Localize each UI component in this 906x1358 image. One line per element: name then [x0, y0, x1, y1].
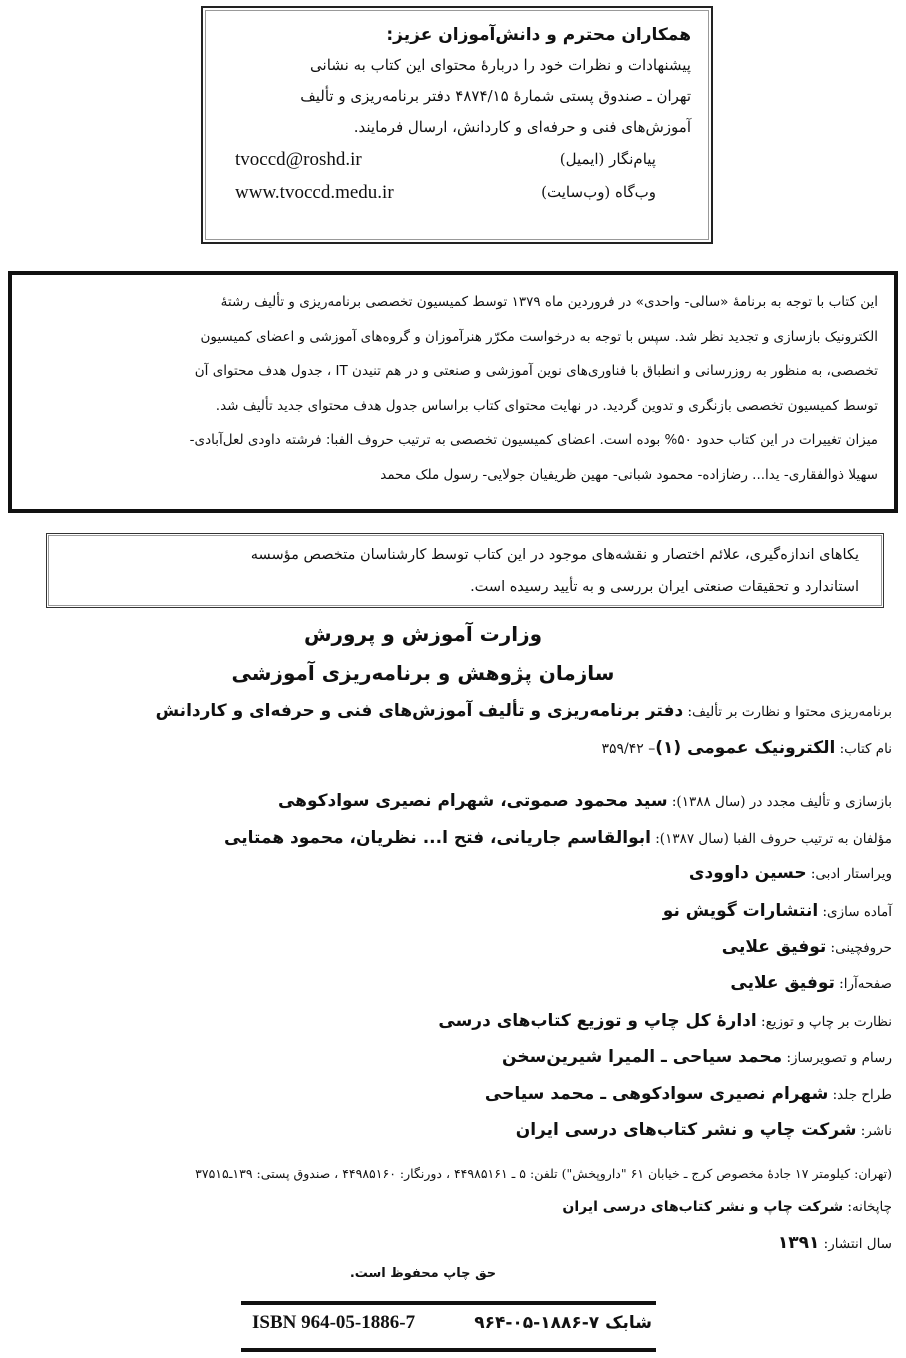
book-code: – ۳۵۹/۴۲	[601, 741, 656, 757]
credit-line	[730, 971, 892, 996]
credit-line	[278, 789, 892, 814]
feedback-box	[201, 6, 713, 244]
credit-line	[689, 861, 892, 886]
credit-line	[663, 899, 892, 924]
publication-year-value: ۱۳۹۱	[777, 1233, 820, 1253]
credit-label: مؤلفان به ترتیب حروف الفبا (سال ۱۳۸۷):	[650, 831, 892, 847]
credit-label: نام کتاب:	[835, 741, 892, 757]
publisher-address: (تهران: کیلومتر ۱۷ جادهٔ مخصوص کرج ـ خیابان ۶۱ "داروپخش") تلفن: ۵ ـ ۴۴۹۸۵۱۶۱ ، دورنگار: ۴۴۹۸۵۱۶۰ ، صندوق پستی: ۱۳۹ـ۳۷۵۱۵	[195, 1166, 892, 1181]
credit-value: شهرام نصیری سوادکوهی ـ محمد سیاحی	[484, 1084, 829, 1104]
credit-label: ناشر:	[856, 1123, 892, 1139]
credit-value: ابوالقاسم جاریانی، فتح ا... نظریان، محمود همتایی	[224, 828, 651, 848]
standards-line: استاندارد و تحقیقات صنعتی ایران بررسی و به تأیید رسیده است.	[470, 579, 859, 595]
credit-value: حسین داوودی	[688, 863, 807, 883]
credit-value: الکترونیک عمومی (۱)	[655, 738, 836, 758]
credit-value: دفتر برنامه‌ریزی و تألیف آموزش‌های فنی و حرفه‌ای و کاردانش	[155, 701, 684, 721]
credit-label: برنامه‌ریزی محتوا و نظارت بر تألیف:	[683, 704, 892, 720]
email-label: پیام‌نگار (ایمیل)	[559, 150, 656, 168]
credit-label: بازسازی و تألیف مجدد در (سال ۱۳۸۸):	[667, 794, 892, 810]
website-link[interactable]: www.tvoccd.medu.ir	[235, 182, 394, 203]
feedback-heading: همکاران محترم و دانش‌آموزان عزیز:	[386, 25, 691, 45]
credit-line	[438, 1009, 892, 1034]
credit-line	[502, 1045, 892, 1070]
history-line: این کتاب با توجه به برنامهٔ «سالی- واحدی» در فروردین ماه ۱۳۷۹ توسط کمیسیون تخصصی برنامه‌ریزی و تألیف رشتهٔ	[220, 294, 878, 310]
credit-line	[485, 1082, 892, 1107]
credit-label: صفحه‌آرا:	[834, 976, 892, 992]
credit-line	[722, 935, 892, 960]
email-link[interactable]: tvoccd@roshd.ir	[235, 149, 362, 170]
isbn-bottom-rule	[241, 1348, 656, 1352]
history-line: توسط کمیسیون تخصصی بازنگری و تدوین گردید. در نهایت محتوای کتاب براساس جدول هدف محتوای جدید تألیف شد.	[215, 397, 878, 414]
website-row	[223, 176, 691, 209]
standards-notice-box	[46, 533, 884, 608]
feedback-line: آموزش‌های فنی و حرفه‌ای و کاردانش، ارسال فرمایند.	[353, 118, 691, 136]
organization-title: سازمان پژوهش و برنامه‌ریزی آموزشی	[231, 661, 615, 685]
history-line: سهیلا ذوالفقاری- یدا... رضازاده- محمود شبانی- مهین ظریفیان جولایی- رسول ملک محمد	[380, 466, 878, 483]
history-line: میزان تغییرات در این کتاب حدود ۵۰% بوده است. اعضای کمیسیون تخصصی به ترتیب حروف الفبا: فرشته داودی لعل‌آبادی-	[189, 432, 878, 448]
credit-value: سید محمود صموتی، شهرام نصیری سوادکوهی	[277, 791, 668, 811]
isbn-top-rule	[241, 1301, 656, 1305]
isbn-persian: شابک ۷-۱۸۸۶-۰۵-۹۶۴	[474, 1313, 652, 1333]
standards-line: یکاهای اندازه‌گیری، علائم اختصار و نقشه‌های موجود در این کتاب توسط کارشناسان متخصص مؤسسه	[250, 547, 859, 563]
credit-value: شرکت چاپ و نشر کتاب‌های درسی ایران	[515, 1120, 857, 1140]
credit-value: انتشارات گویش نو	[662, 901, 819, 921]
credit-value: محمد سیاحی ـ المیرا شیرین‌سخن	[502, 1047, 783, 1067]
credit-value: ادارهٔ کل چاپ و توزیع کتاب‌های درسی	[438, 1011, 757, 1031]
history-line: تخصصی، به منظور به روزرسانی و انطباق با فناوری‌های نوین آموزشی و صنعتی و در هم تنیدن IT ، جدول هدف محتوای آن	[194, 363, 878, 379]
credit-label: نظارت بر چاپ و توزیع:	[756, 1014, 892, 1030]
credit-label: رسام و تصویرساز:	[782, 1050, 892, 1066]
printing-house-label: چاپخانه:	[843, 1199, 892, 1215]
credit-line	[224, 826, 892, 851]
isbn-row	[252, 1312, 652, 1334]
credit-line	[516, 1118, 892, 1143]
credit-label: آماده سازی:	[818, 904, 892, 920]
credit-value: توفیق علایی	[721, 937, 827, 957]
credit-line	[156, 699, 892, 724]
publication-year-label: سال انتشار:	[819, 1236, 892, 1252]
printing-house-value: شرکت چاپ و نشر کتاب‌های درسی ایران	[562, 1199, 844, 1215]
publication-year-line	[778, 1231, 892, 1256]
credit-label: حروفچینی:	[826, 940, 892, 956]
feedback-line: پیشنهادات و نظرات خود را دربارهٔ محتوای این کتاب به نشانی	[310, 56, 691, 74]
credit-label: ویراستار ادبی:	[806, 866, 892, 882]
credit-label: طراح جلد:	[828, 1087, 892, 1103]
feedback-line: تهران ـ صندوق پستی شمارهٔ ۴۸۷۴/۱۵ دفتر برنامه‌ریزی و تألیف	[300, 87, 691, 105]
credit-value: توفیق علایی	[730, 973, 835, 993]
website-label: وب‌گاه (وب‌سایت)	[541, 183, 656, 201]
email-row	[223, 143, 691, 176]
credit-line	[601, 736, 892, 761]
book-history-box	[8, 271, 898, 513]
copyright-notice: حق چاپ محفوظ است.	[349, 1266, 497, 1281]
printing-house-line	[562, 1195, 892, 1219]
history-line: الکترونیک بازسازی و تجدید نظر شد. سپس با توجه به درخواست مکرّر هنرآموزان و گروه‌های آموزشی و اعضای کمیسیون	[200, 328, 878, 345]
ministry-title: وزارت آموزش و پرورش	[303, 622, 543, 646]
isbn-latin: ISBN 964-05-1886-7	[252, 1312, 416, 1333]
